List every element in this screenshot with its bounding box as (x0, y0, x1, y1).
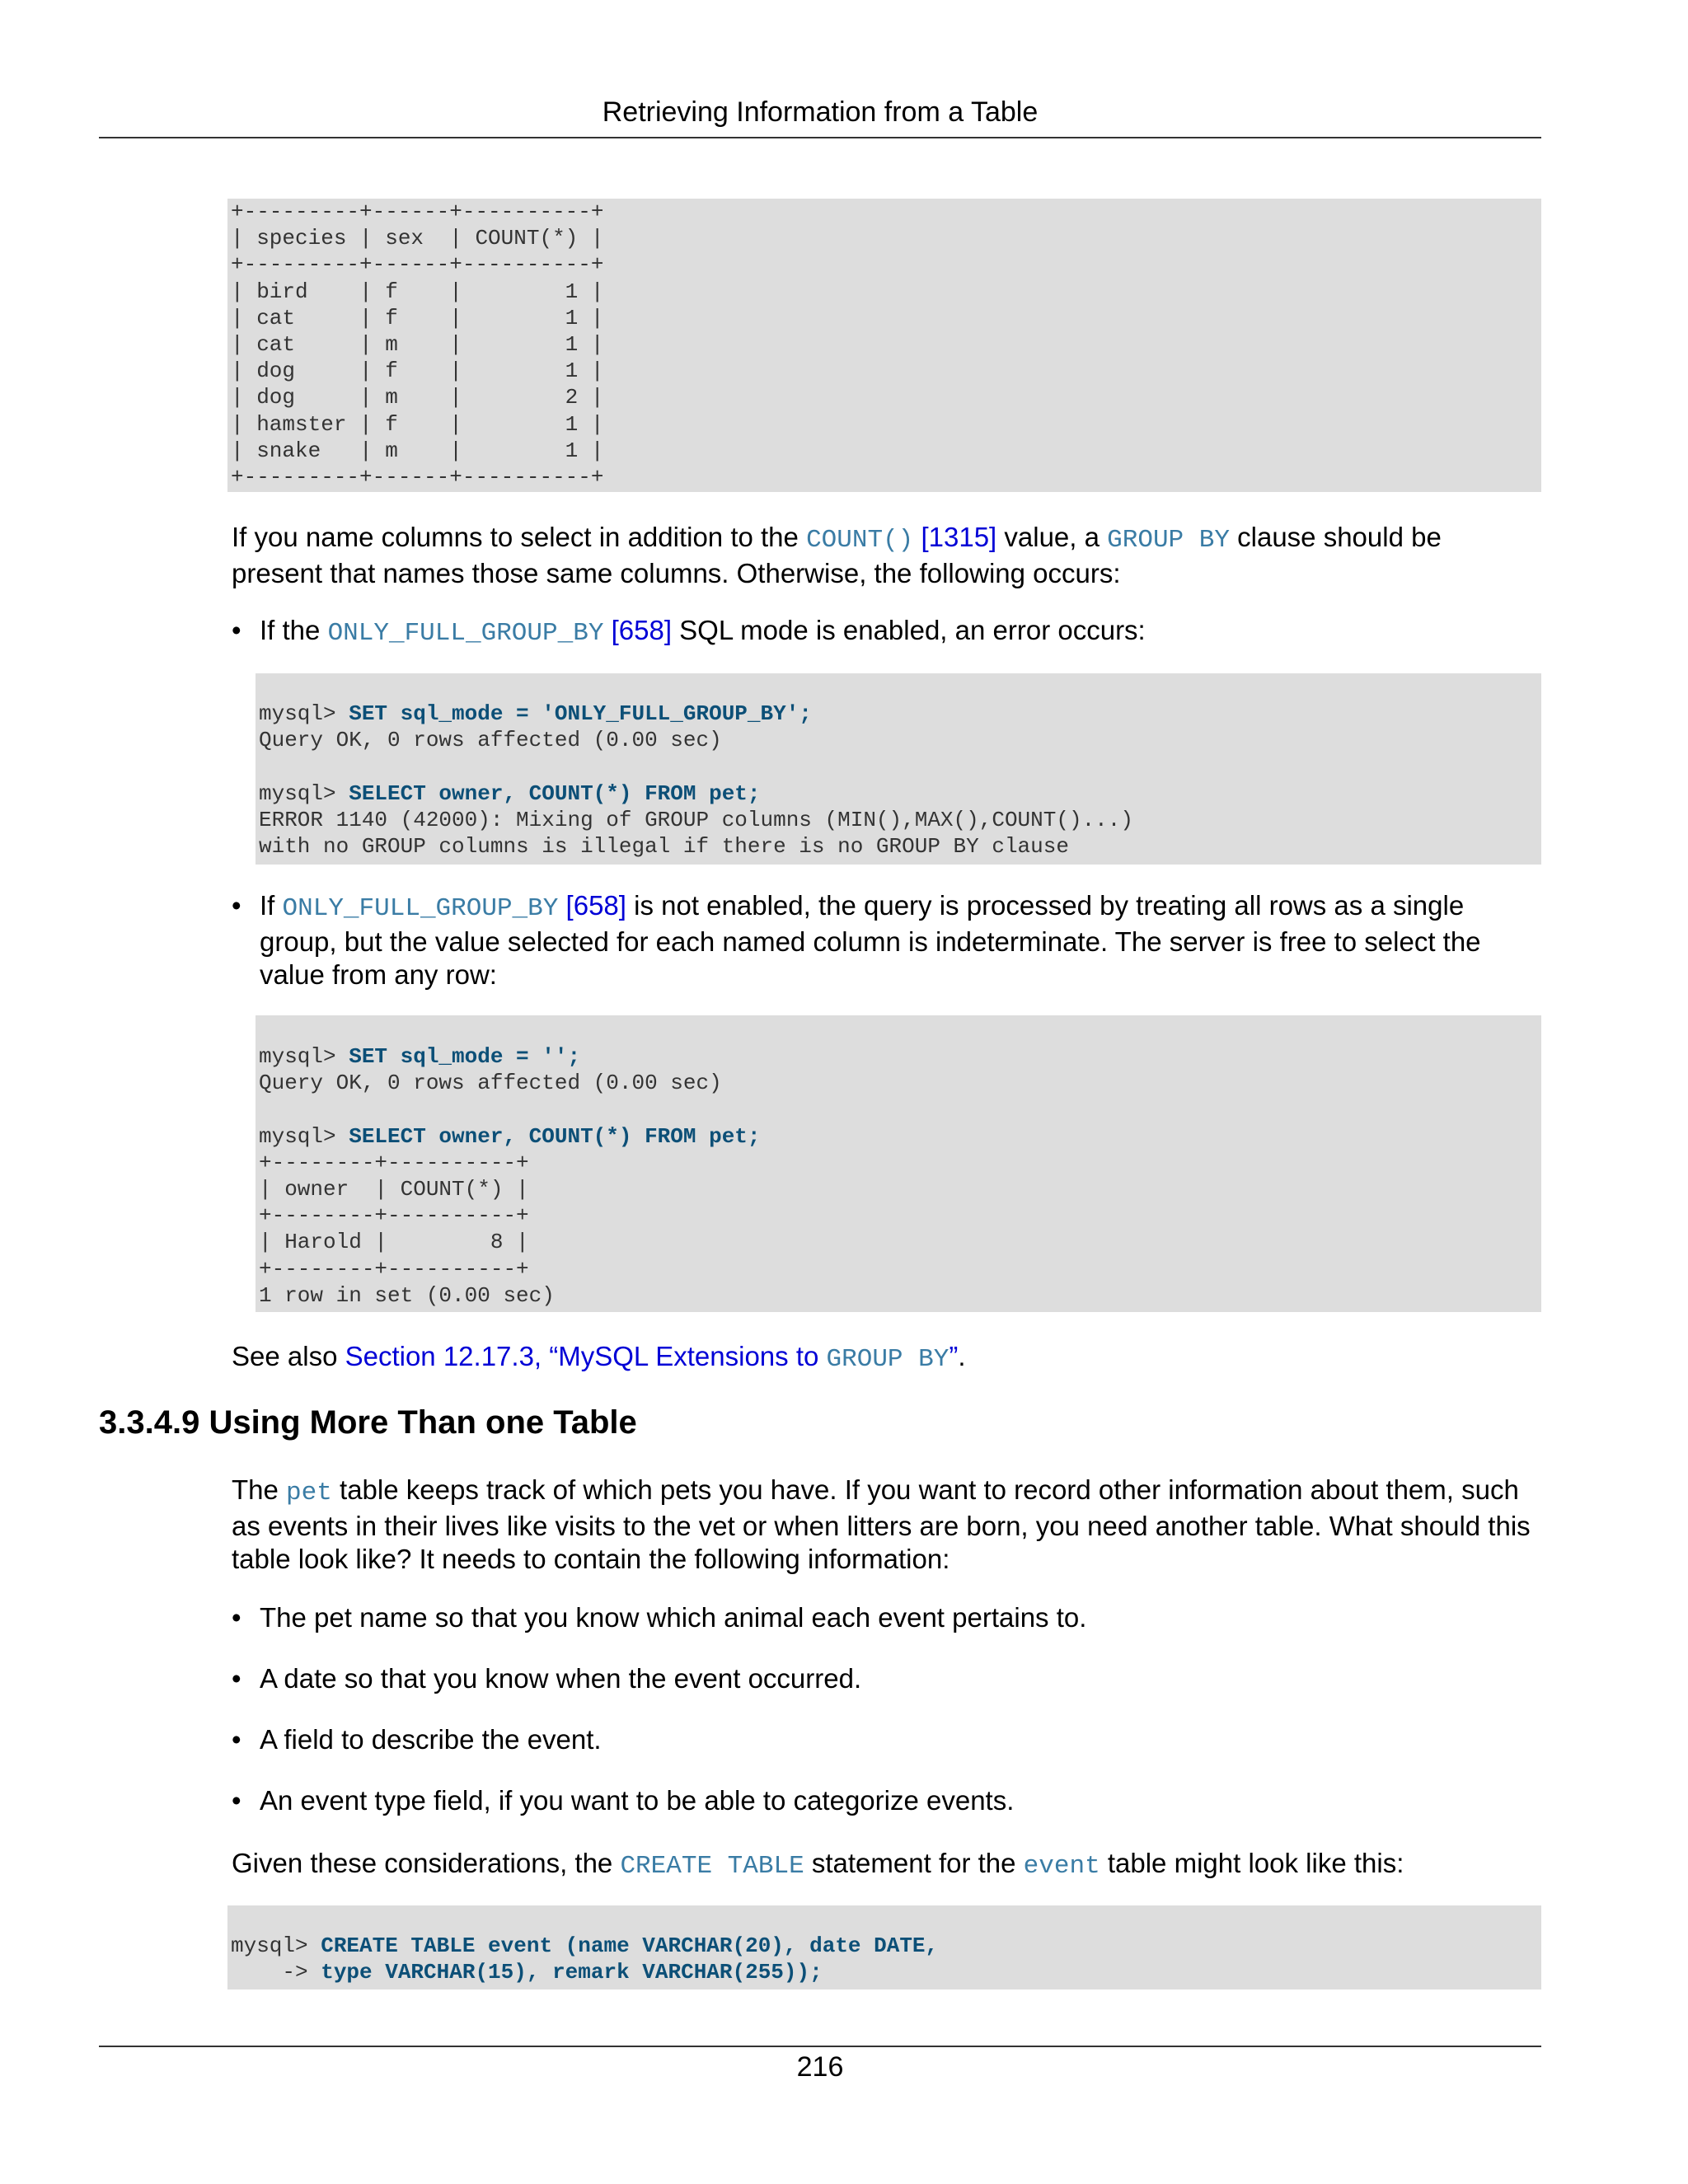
paragraph-group-by-note (232, 521, 1534, 590)
sql-output: Query OK, 0 rows affected (0.00 sec) (259, 1071, 722, 1096)
table-border: +---------+------+----------+ (231, 199, 604, 224)
running-header: Retrieving Information from a Table (602, 96, 1039, 128)
bullet-text: If ONLY_FULL_GROUP_BY [658] is not enabled, the query is processed by treating all rows as a single group, but the value selected for each named column is indeterminate. The server is free to select the value from any row: (260, 890, 1481, 990)
paragraph-create-table-intro: Given these considerations, the CREATE TABLE statement for the event table might look like this: (232, 1848, 1404, 1881)
list-item-text: A date so that you know when the event occurred. (260, 1663, 862, 1694)
list-item (232, 1601, 1542, 1634)
footer-rule (99, 2046, 1541, 2047)
bullet-only-full-group-by-enabled (232, 614, 1542, 647)
table-row: | dog | m | 2 | (231, 385, 604, 410)
sql-command: SET sql_mode = ''; (349, 1044, 581, 1069)
create-table-code[interactable]: CREATE TABLE (620, 1852, 804, 1881)
table-header-row: | species | sex | COUNT(*) | (231, 226, 604, 251)
only-full-group-by-code[interactable]: ONLY_FULL_GROUP_BY (282, 894, 559, 923)
sql-error: with no GROUP columns is illegal if there is no GROUP BY clause (259, 834, 1069, 860)
list-item (232, 1723, 1542, 1756)
sql-output: Query OK, 0 rows affected (0.00 sec) (259, 728, 722, 753)
sql-mode-reference-link[interactable]: [658] (565, 890, 626, 921)
table-border: +---------+------+----------+ (231, 465, 604, 490)
bullet-dot: • (232, 1724, 241, 1755)
sql-command: SET sql_mode = 'ONLY_FULL_GROUP_BY'; (349, 701, 812, 726)
table-row: | snake | m | 1 | (231, 438, 604, 463)
code-block-non-strict-example: mysql> SET sql_mode = ''; Query OK, 0 rows affected (0.00 sec) mysql> SELECT owner, COUNT(*) FROM pet; +--------+----------+ | owner | COUNT(*) | +--------+----------+ | Harold | 8 | +--------+----------+ 1 row in set (0.00 sec) (256, 1015, 1541, 1312)
table-row: | cat | m | 1 | (231, 332, 604, 358)
sql-error: ERROR 1140 (42000): Mixing of GROUP columns (MIN(),MAX(),COUNT()...) (259, 807, 1133, 832)
text: clause should be present that names those same columns. Otherwise, the following occurs: (232, 522, 1442, 588)
bullet-text: If the ONLY_FULL_GROUP_BY [658] SQL mode is enabled, an error occurs: (260, 615, 1146, 648)
count-reference-link[interactable]: [1315] (921, 522, 997, 552)
text: If you name columns to select in addition to the (232, 522, 807, 552)
table-border: +--------+----------+ (259, 1256, 529, 1282)
header-rule (99, 137, 1541, 138)
list-item (232, 1784, 1542, 1817)
bullet-dot: • (232, 1602, 241, 1633)
code-block-create-event-table: mysql> CREATE TABLE event (name VARCHAR(20), date DATE, -> type VARCHAR(15), remark VARCHAR(255)); (227, 1905, 1541, 1990)
bullet-only-full-group-by-disabled (232, 889, 1542, 988)
list-item-text: A field to describe the event. (260, 1724, 602, 1755)
code-block-error-example: mysql> SET sql_mode = 'ONLY_FULL_GROUP_BY'; Query OK, 0 rows affected (0.00 sec) mysql> SELECT owner, COUNT(*) FROM pet; ERROR 1140 (42000): Mixing of GROUP columns (MIN(),MAX(),COUNT()...) with no GROUP columns is illegal if there is no GROUP BY clause (256, 673, 1541, 865)
paragraph-pet-table: The pet table keeps track of which pets you have. If you want to record other information about them, such as events in their lives like visits to the vet or when litters are born, you need another table. What should this table look like? It needs to contain the following information: (232, 1474, 1531, 1574)
count-function-code[interactable]: COUNT() (806, 526, 914, 555)
sql-command: type VARCHAR(15), remark VARCHAR(255)); (321, 1960, 823, 1985)
event-table-code[interactable]: event (1023, 1852, 1100, 1881)
sql-command: CREATE TABLE event (name VARCHAR(20), date DATE, (321, 1933, 939, 1958)
text: value, a (996, 522, 1108, 552)
bullet-dot: • (232, 1785, 241, 1816)
sql-command: SELECT owner, COUNT(*) FROM pet; (349, 1123, 761, 1149)
list-item (232, 1662, 1542, 1695)
page-number: 216 (796, 2051, 844, 2083)
table-header-row: | owner | COUNT(*) | (259, 1177, 529, 1202)
list-item-text: An event type field, if you want to be able to categorize events. (260, 1785, 1015, 1816)
section-heading: 3.3.4.9 Using More Than one Table (99, 1404, 637, 1441)
sql-mode-reference-link[interactable]: [658] (611, 615, 672, 645)
table-border: +---------+------+----------+ (231, 252, 604, 278)
bullet-dot: • (232, 615, 241, 645)
table-row: | cat | f | 1 | (231, 305, 604, 330)
table-border: +--------+----------+ (259, 1203, 529, 1229)
table-border: +--------+----------+ (259, 1150, 529, 1175)
pet-table-code[interactable]: pet (286, 1479, 332, 1507)
section-12-17-3-link[interactable]: Section 12.17.3, “MySQL Extensions to GROUP BY” (345, 1341, 959, 1374)
list-item-text: The pet name so that you know which animal each event pertains to. (260, 1602, 1087, 1633)
species-count-table (227, 199, 1541, 492)
bullet-dot: • (232, 890, 241, 921)
bullet-dot: • (232, 1663, 241, 1694)
table-row: | bird | f | 1 | (231, 279, 604, 304)
sql-output: 1 row in set (0.00 sec) (259, 1282, 555, 1308)
see-also-line: See also Section 12.17.3, “MySQL Extensions to GROUP BY”. (232, 1341, 966, 1374)
table-row: | Harold | 8 | (259, 1230, 529, 1255)
sql-command: SELECT owner, COUNT(*) FROM pet; (349, 780, 761, 806)
table-row: | hamster | f | 1 | (231, 411, 604, 437)
only-full-group-by-code[interactable]: ONLY_FULL_GROUP_BY (327, 619, 604, 648)
group-by-code[interactable]: GROUP BY (1107, 526, 1230, 555)
table-row: | dog | f | 1 | (231, 359, 604, 384)
